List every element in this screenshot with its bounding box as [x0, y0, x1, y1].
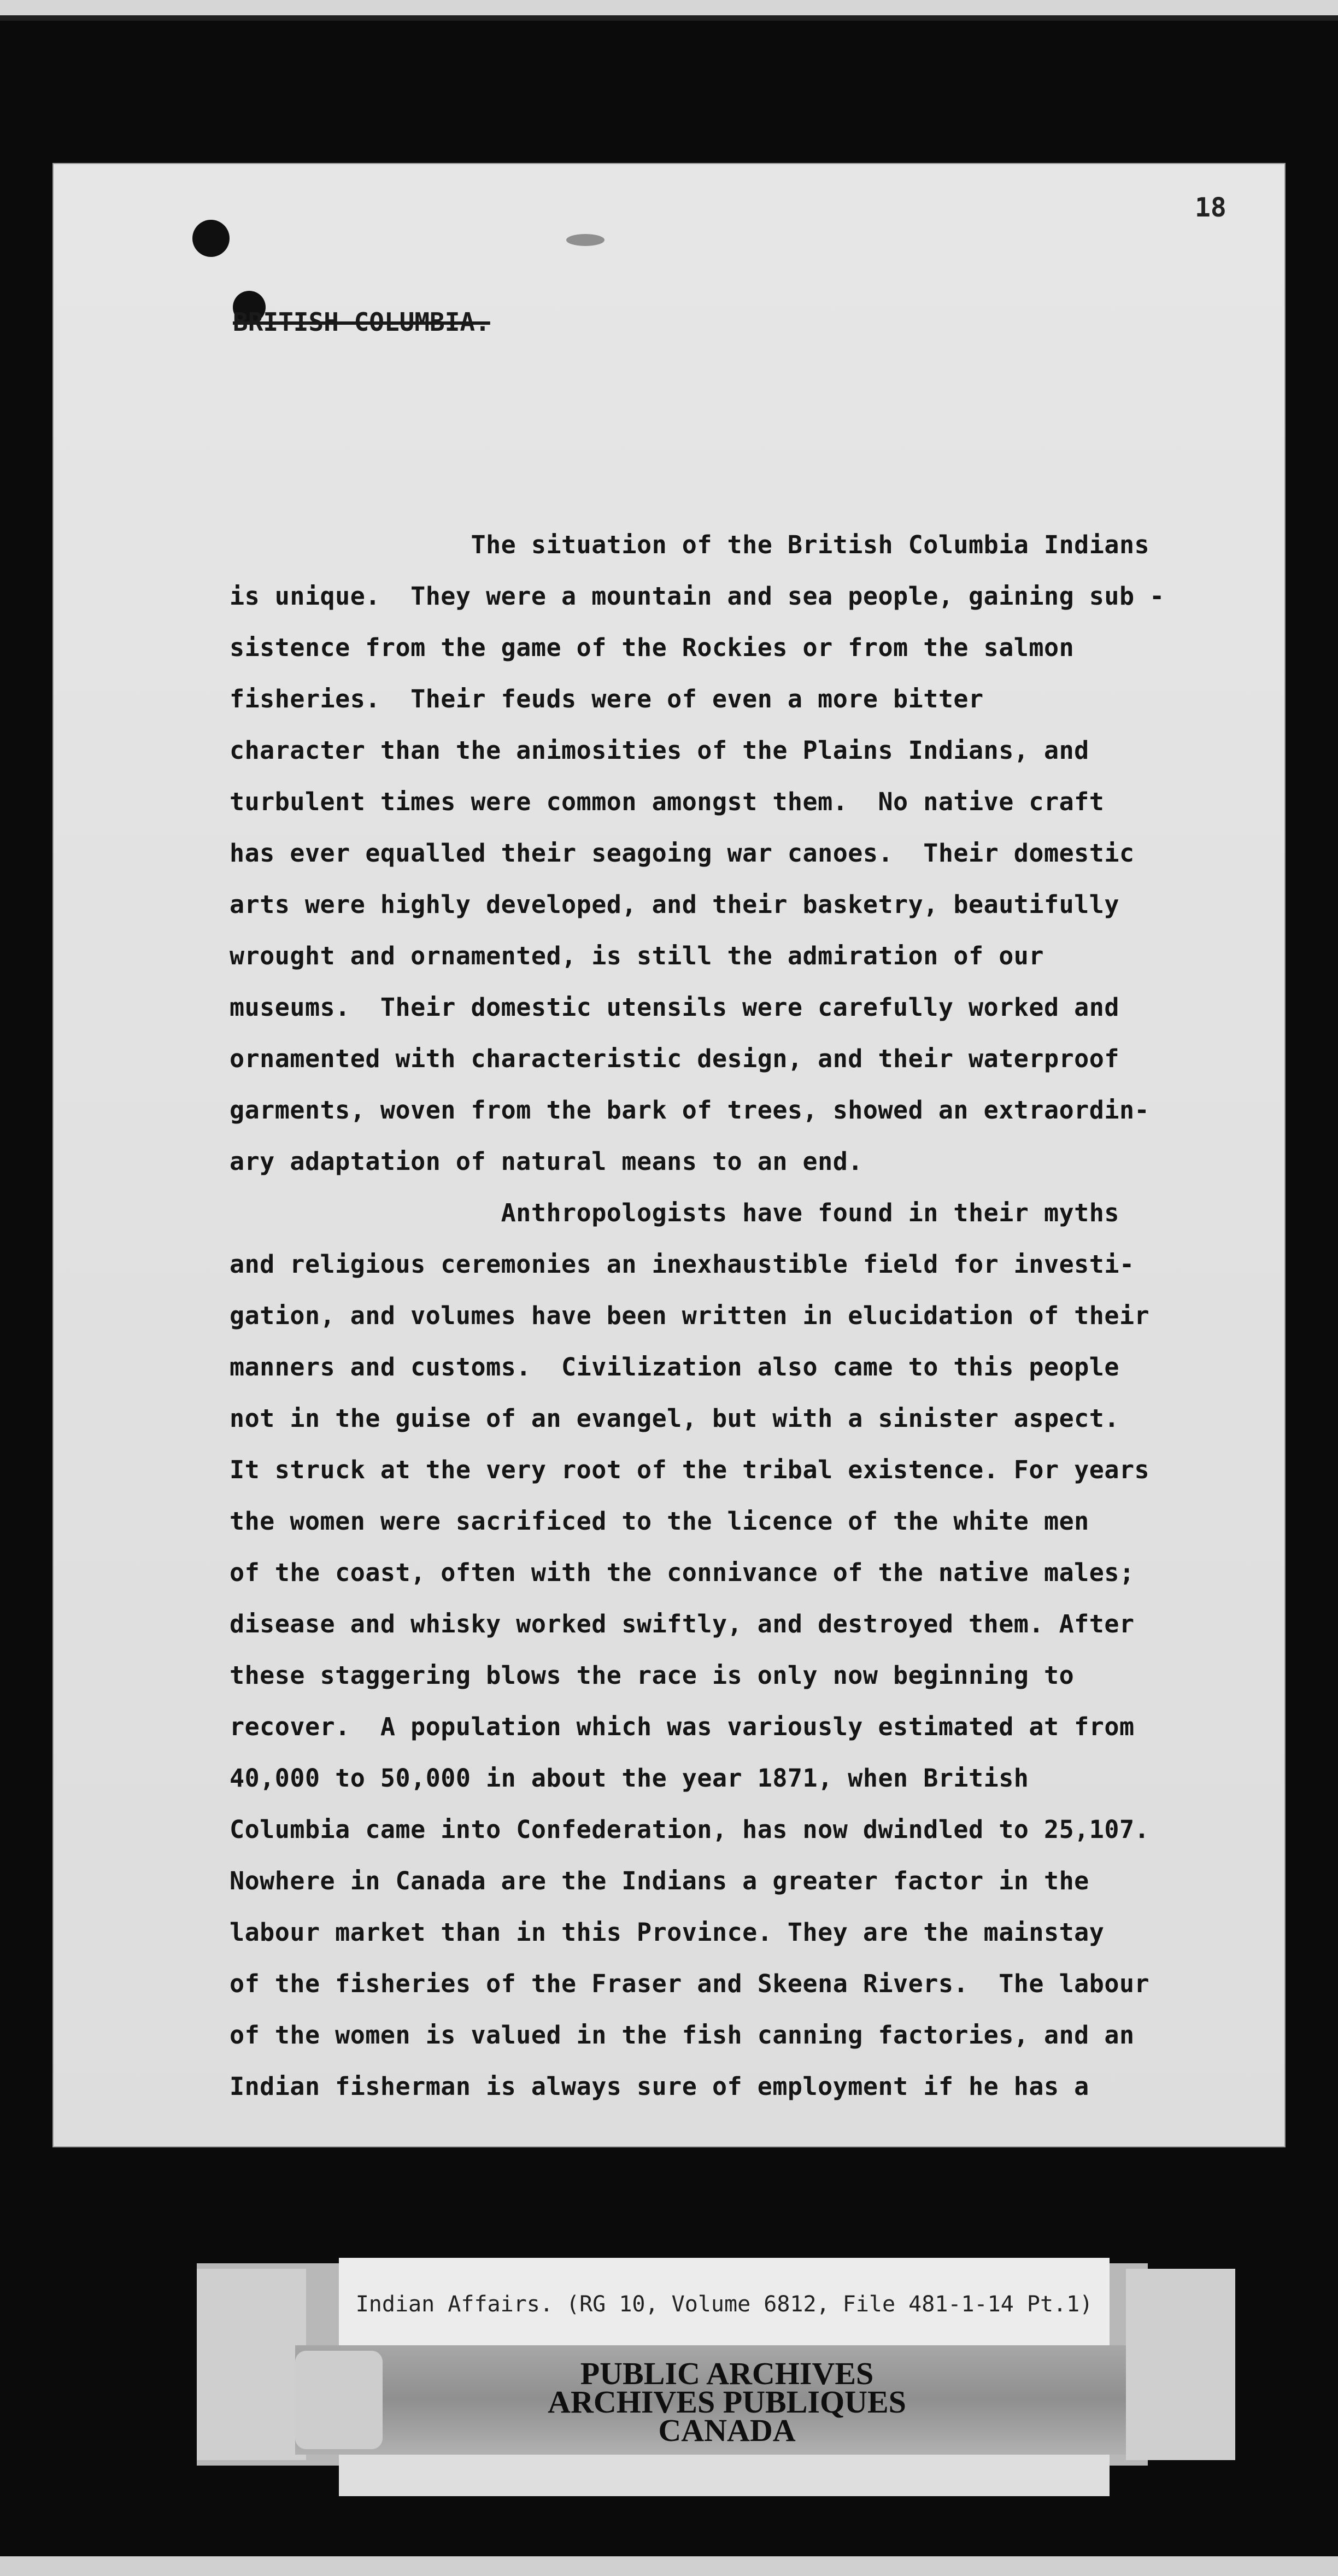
body-text-line: of the women is valued in the fish canning factories, and an [230, 2021, 1135, 2050]
strip-right-edge [1126, 2269, 1235, 2460]
tape-roll [295, 2351, 383, 2449]
archive-reference-label: Indian Affairs. (RG 10, Volume 6812, File 481-1-14 Pt.1) [339, 2258, 1110, 2351]
page-number: 18 [1195, 192, 1226, 223]
body-text-line: Nowhere in Canada are the Indians a greater factor in the [230, 1866, 1089, 1895]
film-edge-top [0, 0, 1338, 20]
body-text-line: turbulent times were common amongst them. No native craft [230, 787, 1105, 816]
body-text-line: not in the guise of an evangel, but with a sinister aspect. [230, 1404, 1119, 1433]
ink-smudge [566, 234, 605, 246]
body-text-line: Anthropologists have found in their myths [230, 1198, 1119, 1227]
body-text-line: fisheries. Their feuds were of even a more bitter [230, 684, 984, 713]
body-text-line: ary adaptation of natural means to an end. [230, 1147, 863, 1176]
body-text-line: manners and customs. Civilization also came to this people [230, 1353, 1119, 1381]
body-text-line: gation, and volumes have been written in elucidation of their [230, 1301, 1150, 1330]
body-text-line: Indian fisherman is always sure of employment if he has a [230, 2072, 1089, 2101]
body-text-line: of the coast, often with the connivance of the native males; [230, 1558, 1135, 1587]
body-text-line: and religious ceremonies an inexhaustible field for investi- [230, 1250, 1135, 1279]
film-edge-bottom [0, 2556, 1338, 2576]
body-text-line: labour market than in this Province. They are the mainstay [230, 1918, 1105, 1947]
stamp-line-1: PUBLIC ARCHIVES [580, 2356, 874, 2391]
stamp-line-3: CANADA [658, 2413, 796, 2448]
body-text-line: It struck at the very root of the tribal existence. For years [230, 1455, 1150, 1484]
strip-left-edge [197, 2269, 306, 2460]
section-heading-text: BRITISH COLUMBIA. [233, 307, 490, 337]
body-text-line: is unique. They were a mountain and sea people, gaining sub - [230, 582, 1165, 611]
body-text-line: the women were sacrificed to the licence of the white men [230, 1507, 1089, 1536]
body-text-line: Columbia came into Confederation, has now dwindled to 25,107. [230, 1815, 1150, 1844]
body-text-line: sistence from the game of the Rockies or from the salmon [230, 633, 1075, 662]
body-text-line: character than the animosities of the Plains Indians, and [230, 736, 1089, 765]
body-text-line: The situation of the British Columbia Indians [230, 530, 1150, 559]
punch-hole [192, 220, 230, 257]
body-text-line: recover. A population which was variously estimated at from [230, 1712, 1135, 1741]
body-text-line: garments, woven from the bark of trees, showed an extraordin- [230, 1096, 1150, 1125]
body-text-line: disease and whisky worked swiftly, and destroyed them. After [230, 1609, 1135, 1638]
body-text-line: of the fisheries of the Fraser and Skeena Rivers. The labour [230, 1969, 1150, 1998]
body-text-line: ornamented with characteristic design, and their waterproof [230, 1044, 1119, 1073]
body-text-line: has ever equalled their seagoing war canoes. Their domestic [230, 839, 1135, 868]
stamp-line-2: ARCHIVES PUBLIQUES [548, 2384, 906, 2420]
archives-stamp [454, 2356, 1000, 2448]
body-text-line: these staggering blows the race is only now beginning to [230, 1661, 1075, 1690]
body-text-line: 40,000 to 50,000 in about the year 1871, when British [230, 1764, 1029, 1793]
body-text-line: museums. Their domestic utensils were carefully worked and [230, 993, 1119, 1022]
body-text-line: arts were highly developed, and their basketry, beautifully [230, 890, 1119, 919]
section-heading [233, 307, 490, 337]
body-text-line: wrought and ornamented, is still the admiration of our [230, 941, 1044, 970]
strip-bottom-paper [339, 2455, 1110, 2496]
